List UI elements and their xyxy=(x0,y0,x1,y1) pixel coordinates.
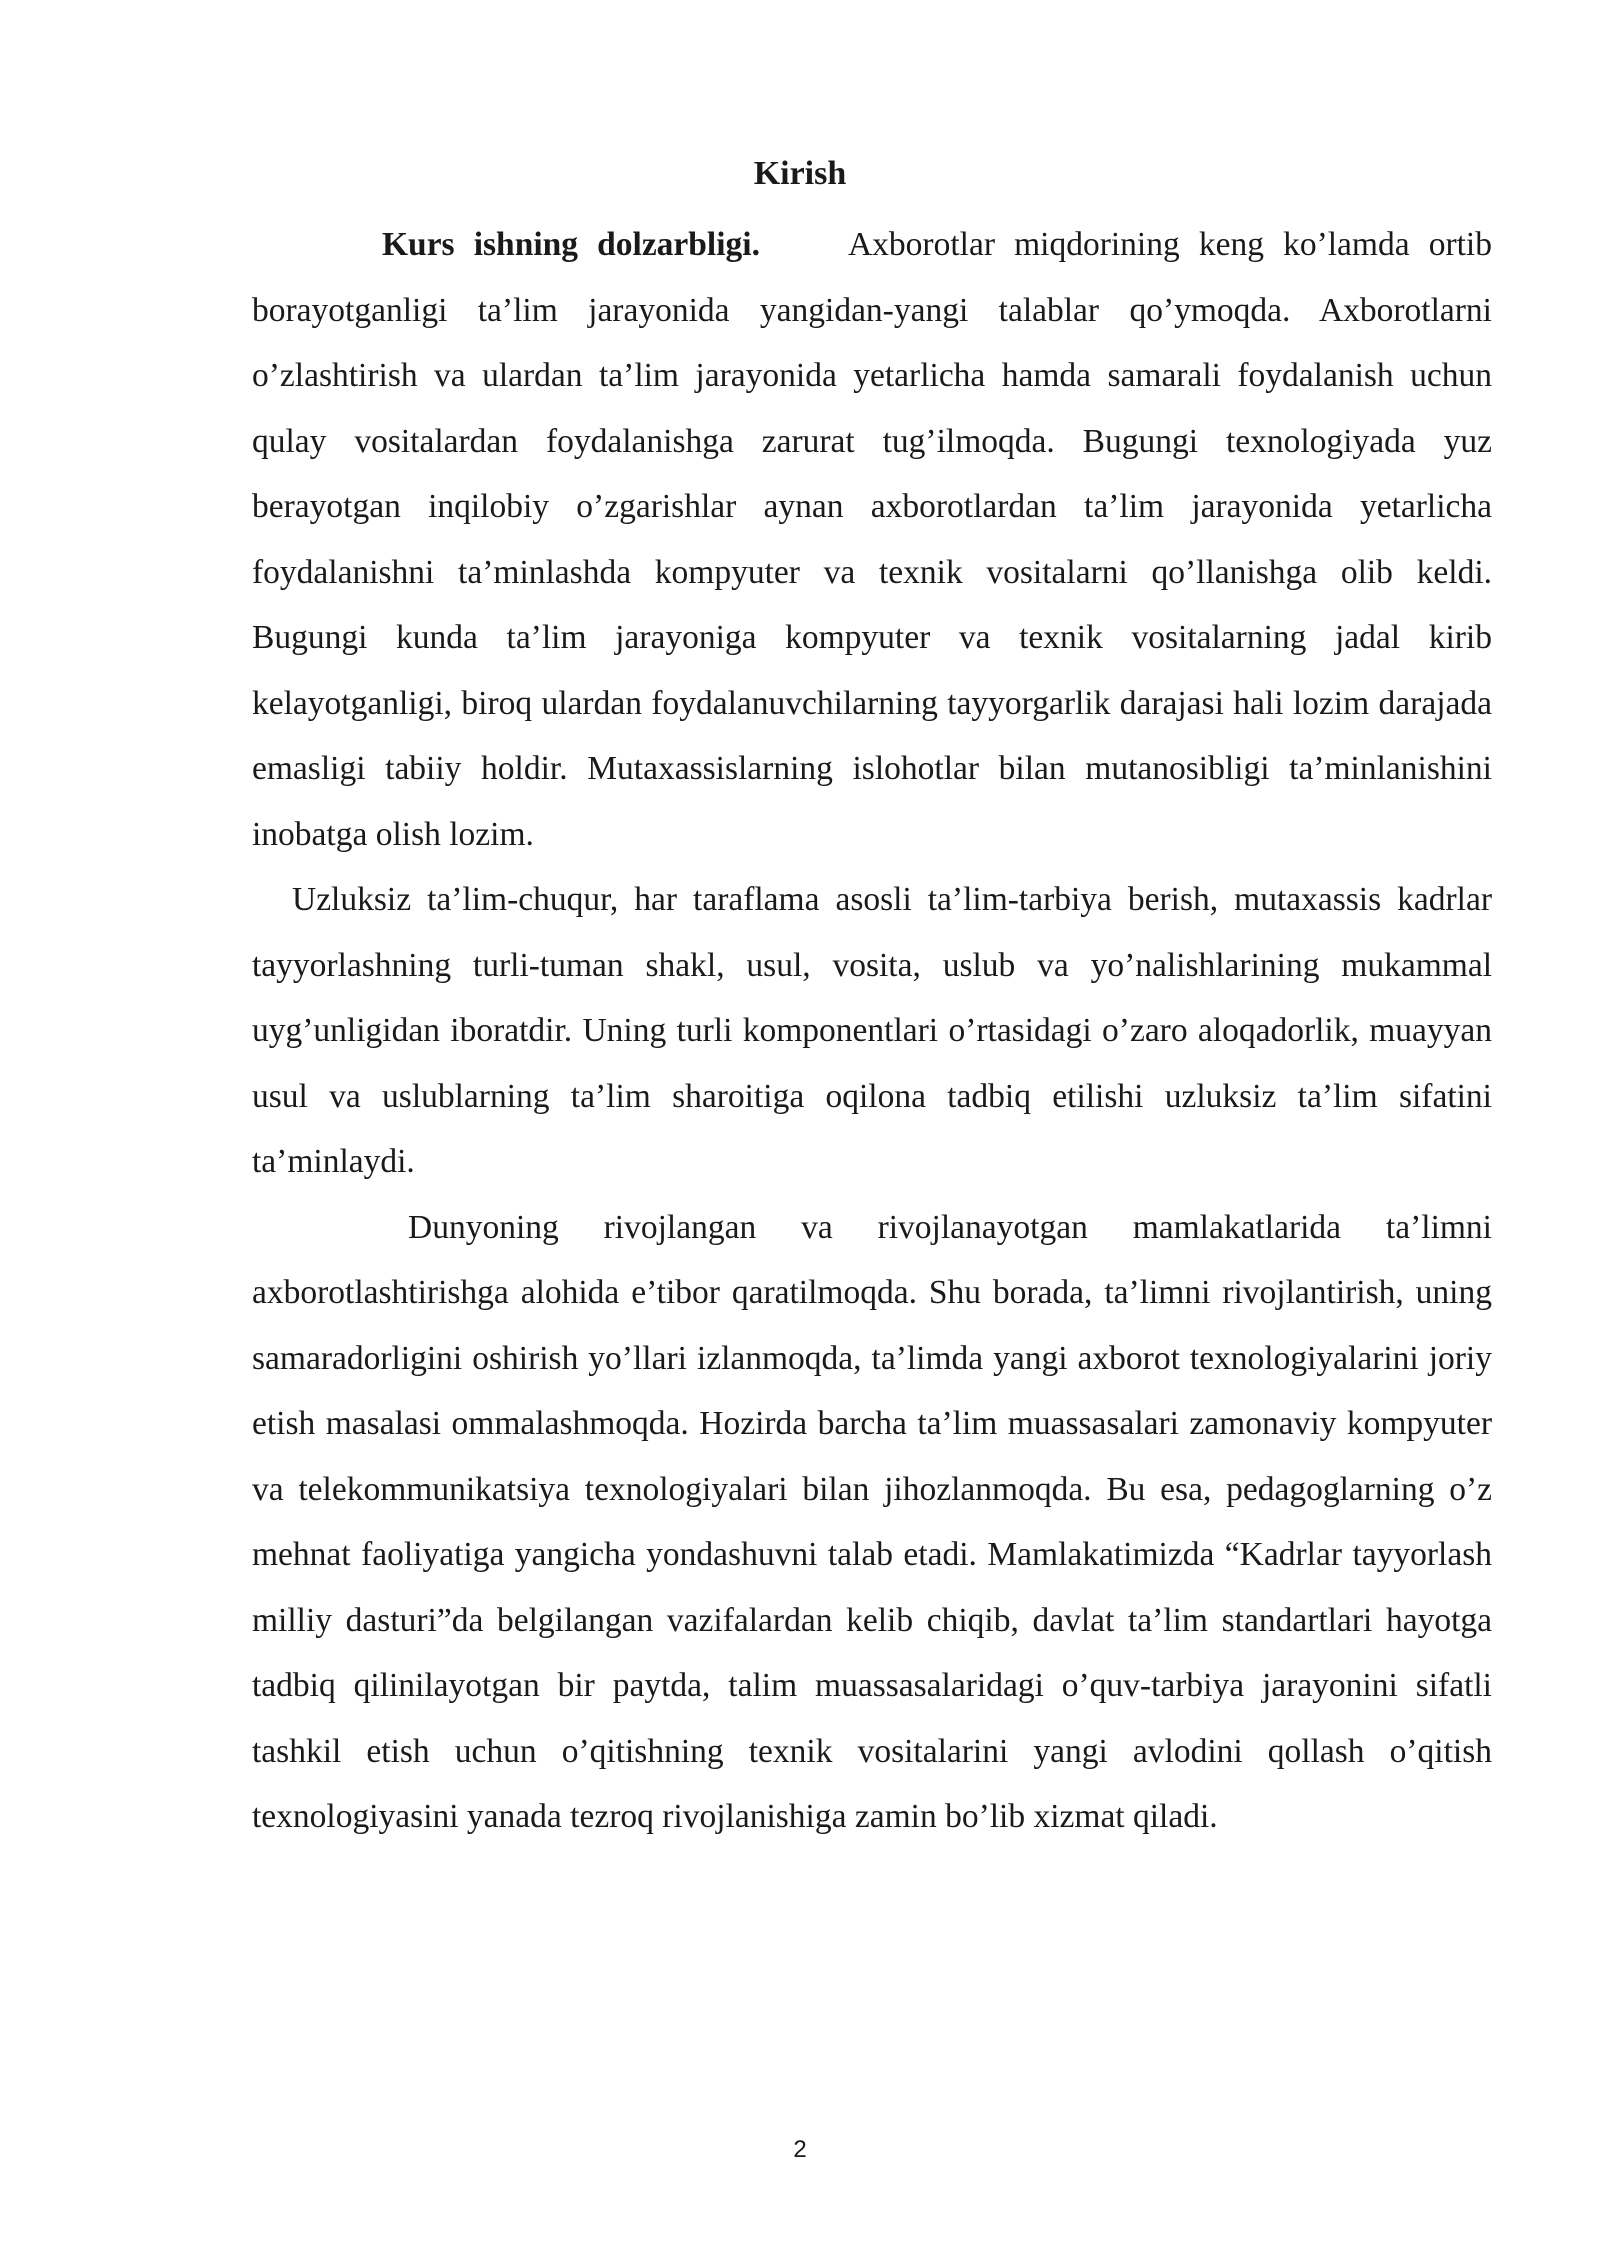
paragraph-informatization: Dunyoning rivojlangan va rivojlanayotgan mamlakatlarida ta’limni axborotlashtirishga alohida e’tibor qaratilmoqda. Shu borada, ta’limni rivojlantirish, uning samaradorligini oshirish yo’llari izlanmoqda, ta’limda yangi axborot texnologiyalarini joriy etish masalasi ommalashmoqda. Hozirda barcha ta’lim muassasalari zamonaviy kompyuter va telekommunikatsiya texnologiyalari bilan jihozlanmoqda. Bu esa, pedagoglarning o’z mehnat faoliyatiga yangicha yondashuvni talab etadi. Mamlakatimizda “Kadrlar tayyorlash milliy dasturi”da belgilangan vazifalardan kelib chiqib, davlat ta’lim standartlari hayotga tadbiq qilinilayotgan bir paytda, talim muassasalaridagi o’quv-tarbiya jarayonini sifatli tashkil etish uchun o’qitishning texnik vositalarini yangi avlodini qollash o’qitish texnologiyasini yanada tezroq rivojlanishiga zamin bo’lib xizmat qiladi. xyxy=(252,1208,1492,1835)
page-number: 2 xyxy=(793,2136,807,2163)
paragraph-relevance xyxy=(252,212,1492,867)
paragraph-continuous-education: Uzluksiz ta’lim-chuqur, har taraflama asosli ta’lim-tarbiya berish, mutaxassis kadrlar tayyorlashning turli-tuman shakl, usul, vosita, uslub va yo’nalishlarining mukammal uyg’unligidan iboratdir. Uning turli komponentlari o’rtasidagi o’zaro aloqadorlik, muayyan usul va uslublarning ta’lim sharoitiga oqilona tadbiq etilishi uzluksiz ta’lim sifatini ta’minlaydi. xyxy=(252,881,1492,1180)
paragraph-lead-heading: Kurs ishning dolzarbligi. xyxy=(382,226,760,263)
page-title: Kirish xyxy=(753,155,847,192)
paragraph-relevance-text: Axborotlar miqdorining keng ko’lamda ortib borayotganligi ta’lim jarayonida yangidan-yangi talablar qo’ymoqda. Axborotlarni o’zlashtirish va ulardan ta’lim jarayonida yetarlicha hamda samarali foydalanish uchun qulay vositalardan foydalanishga zarurat tug’ilmoqda. Bugungi texnologiyada yuz berayotgan inqilobiy o’zgarishlar aynan axborotlardan ta’lim jarayonida yetarlicha foydalanishni ta’minlashda kompyuter va texnik vositalarni qo’llanishga olib keldi. Bugungi kunda ta’lim jarayoniga kompyuter va texnik vositalarning jadal kirib kelayotganligi, biroq ulardan foydalanuvchilarning tayyorgarlik darajasi hali lozim darajada emasligi tabiiy holdir. Mutaxassislarning islohotlar bilan mutanosibligi ta’minlanishini inobatga olish lozim. xyxy=(252,226,1492,853)
document-body xyxy=(252,212,1492,1850)
